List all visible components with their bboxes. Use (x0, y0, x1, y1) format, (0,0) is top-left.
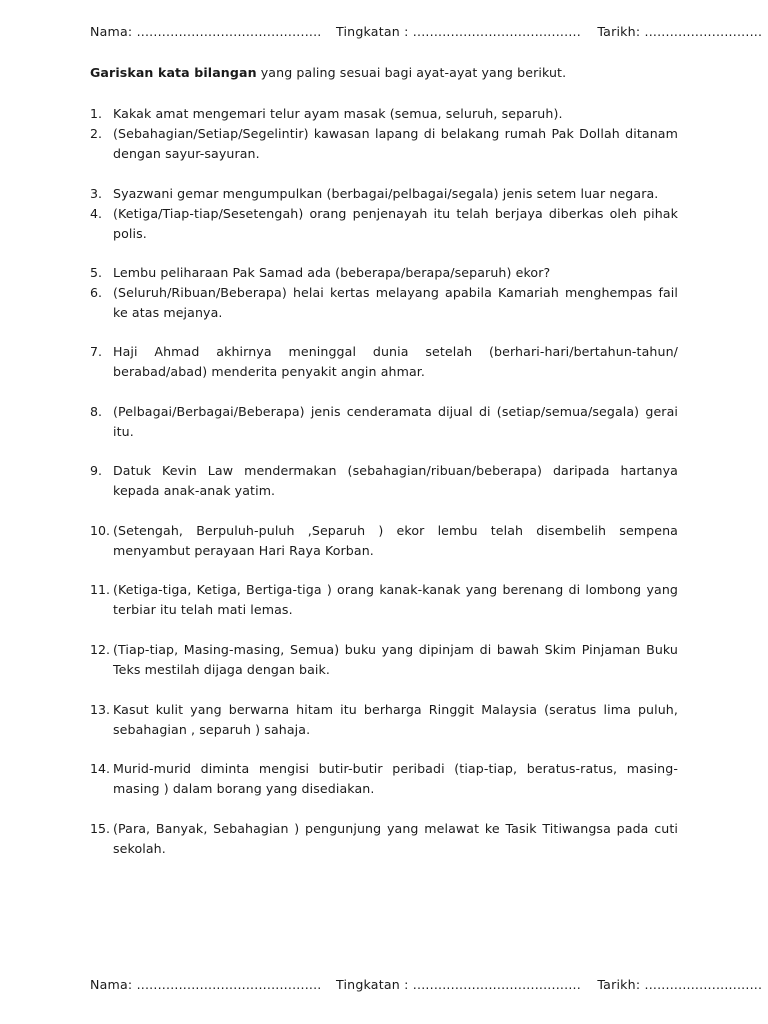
question-text: (Ketiga-tiga, Ketiga, Bertiga-tiga ) orang kanak-kanak yang berenang di lombong yang terbiar itu telah mati lemas. (113, 582, 678, 617)
question-14 (90, 759, 678, 799)
question-text: (Sebahagian/Setiap/Segelintir) kawasan lapang di belakang rumah Pak Dollah ditanam dengan sayur-sayuran. (113, 126, 678, 161)
question-15 (90, 819, 678, 859)
question-text: (Seluruh/Ribuan/Beberapa) helai kertas melayang apabila Kamariah menghempas fail ke atas mejanya. (113, 285, 678, 320)
instruction (90, 65, 690, 80)
question-12 (90, 640, 678, 680)
question-11 (90, 580, 678, 620)
question-number: 10. (90, 523, 111, 538)
question-text: (Para, Banyak, Sebahagian ) pengunjung yang melawat ke Tasik Titiwangsa pada cuti sekolah. (113, 821, 678, 856)
question-text: Haji Ahmad akhirnya meninggal dunia setelah (berhari-hari/bertahun-tahun/ berabad/abad) menderita penyakit angin ahmar. (113, 344, 678, 379)
question-8 (90, 402, 678, 442)
question-number: 11. (90, 582, 111, 597)
question-number: 15. (90, 821, 111, 836)
question-number: 1. (90, 106, 103, 121)
tingkatan-field: Tingkatan : ........................................ (335, 24, 581, 39)
question-text: Syazwani gemar mengumpulkan (berbagai/pelbagai/segala) jenis setem luar negara. (113, 186, 659, 201)
tarikh-field: Tarikh: ............................ (597, 977, 763, 992)
question-text: Lembu peliharaan Pak Samad ada (beberapa/berapa/separuh) ekor? (113, 265, 551, 280)
question-number: 14. (90, 761, 111, 776)
question-number: 13. (90, 702, 111, 717)
nama-field: Nama: ............................................ (90, 977, 322, 992)
question-number: 3. (90, 186, 103, 201)
question-number: 9. (90, 463, 103, 478)
question-text: Murid-murid diminta mengisi butir-butir peribadi (tiap-tiap, beratus-ratus, masing-masing ) dalam borang yang disediakan. (113, 761, 678, 796)
question-text: Kakak amat mengemari telur ayam masak (semua, seluruh, separuh). (113, 106, 563, 121)
question-text: (Ketiga/Tiap-tiap/Sesetengah) orang penjenayah itu telah berjaya diberkas oleh pihak polis. (113, 206, 678, 241)
question-number: 8. (90, 404, 103, 419)
tingkatan-field: Tingkatan : ........................................ (335, 977, 581, 992)
question-3 (90, 184, 678, 204)
nama-field: Nama: ............................................ (90, 24, 322, 39)
question-text: (Pelbagai/Berbagai/Beberapa) jenis cenderamata dijual di (setiap/semua/segala) gerai itu. (113, 404, 678, 439)
question-text: Kasut kulit yang berwarna hitam itu berharga Ringgit Malaysia (seratus lima puluh, sebahagian , separuh ) sahaja. (113, 702, 678, 737)
question-text: Datuk Kevin Law mendermakan (sebahagian/ribuan/beberapa) daripada hartanya kepada anak-anak yatim. (113, 463, 678, 498)
question-text: (Tiap-tiap, Masing-masing, Semua) buku yang dipinjam di bawah Skim Pinjaman Buku Teks mestilah dijaga dengan baik. (113, 642, 678, 677)
footer-fields (90, 977, 763, 992)
question-13 (90, 700, 678, 740)
question-4 (90, 204, 678, 244)
question-6 (90, 283, 678, 323)
question-2 (90, 124, 678, 164)
question-text: (Setengah, Berpuluh-puluh ,Separuh ) ekor lembu telah disembelih sempena menyambut perayaan Hari Raya Korban. (113, 523, 678, 558)
question-number: 5. (90, 265, 103, 280)
question-1 (90, 104, 678, 124)
question-5 (90, 263, 678, 283)
instruction-bold: Gariskan kata bilangan (90, 65, 257, 80)
question-9 (90, 461, 678, 501)
question-number: 4. (90, 206, 103, 221)
tarikh-field: Tarikh: ............................ (597, 24, 763, 39)
question-number: 7. (90, 344, 103, 359)
question-number: 12. (90, 642, 111, 657)
question-10 (90, 521, 678, 561)
instruction-rest: yang paling sesuai bagi ayat-ayat yang berikut. (256, 65, 567, 80)
header-fields (90, 24, 763, 39)
question-number: 2. (90, 126, 103, 141)
question-7 (90, 342, 678, 382)
question-number: 6. (90, 285, 103, 300)
